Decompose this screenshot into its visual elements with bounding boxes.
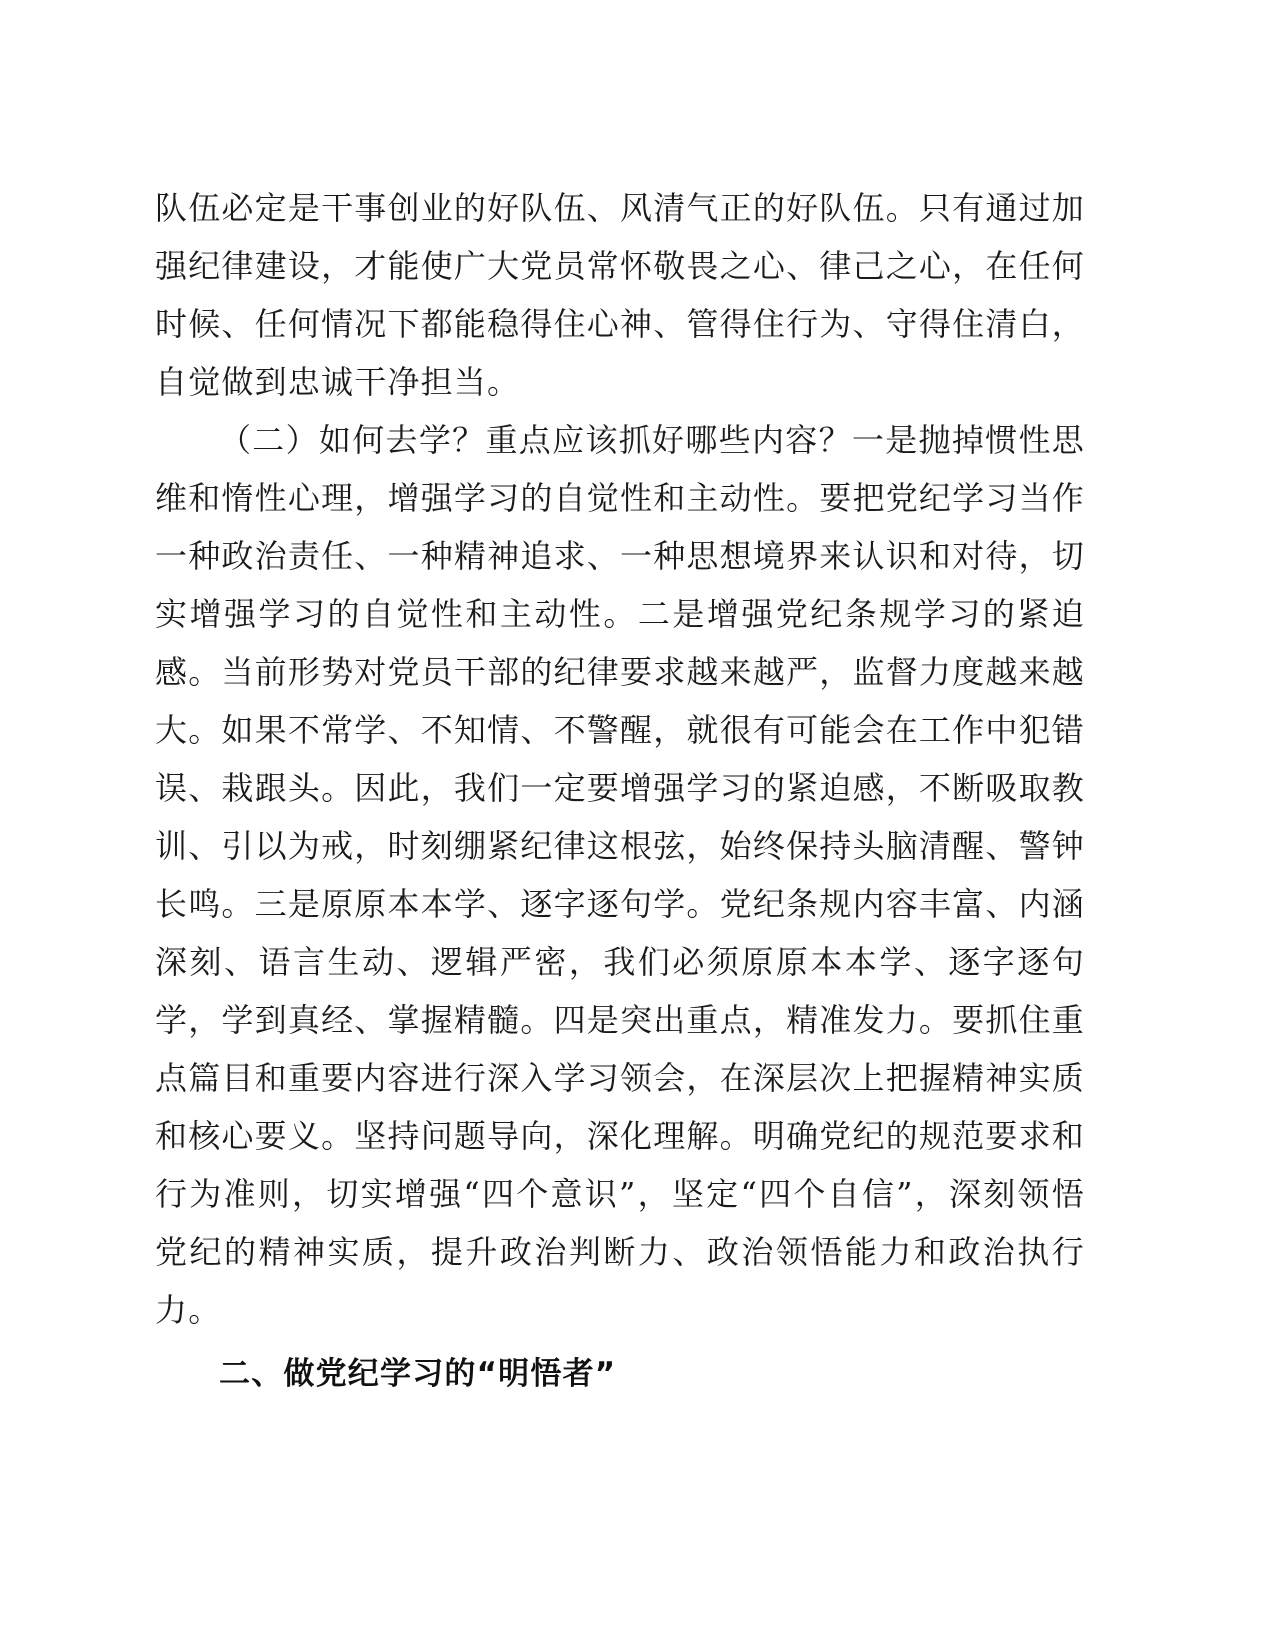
paragraph-how-to-study: （二）如何去学？重点应该抓好哪些内容？一是抛掉惯性思维和惰性心理，增强学习的自觉性和主动性。要把党纪学习当作一种政治责任、一种精神追求、一种思想境界来认识和对待，切实增强学习的自觉性和主动性。二是增强党纪条规学习的紧迫感。当前形势对党员干部的纪律要求越来越严，监督力度越来越大。如果不常学、不知情、不警醒，就很有可能会在工作中犯错误、栽跟头。因此，我们一定要增强学习的紧迫感，不断吸取教训、引以为戒，时刻绷紧纪律这根弦，始终保持头脑清醒、警钟长鸣。三是原原本本学、逐字逐句学。党纪条规内容丰富、内涵深刻、语言生动、逻辑严密，我们必须原原本本学、逐字逐句学，学到真经、掌握精髓。四是突出重点，精准发力。要抓住重点篇目和重要内容进行深入学习领会，在深层次上把握精神实质和核心要义。坚持问题导向，深化理解。明确党纪的规范要求和行为准则，切实增强“四个意识”，坚定“四个自信”，深刻领悟党纪的精神实质，提升政治判断力、政治领悟能力和政治执行力。 [155,421,1085,1329]
document-body [155,179,1085,1405]
section-heading: 二、做党纪学习的“明悟者” [219,1356,617,1392]
paragraph-continuation: 队伍必定是干事创业的好队伍、风清气正的好队伍。只有通过加强纪律建设，才能使广大党员常怀敬畏之心、律己之心，在任何时候、任何情况下都能稳得住心神、管得住行为、守得住清白，自觉做到忠诚干净担当。 [155,189,1085,401]
